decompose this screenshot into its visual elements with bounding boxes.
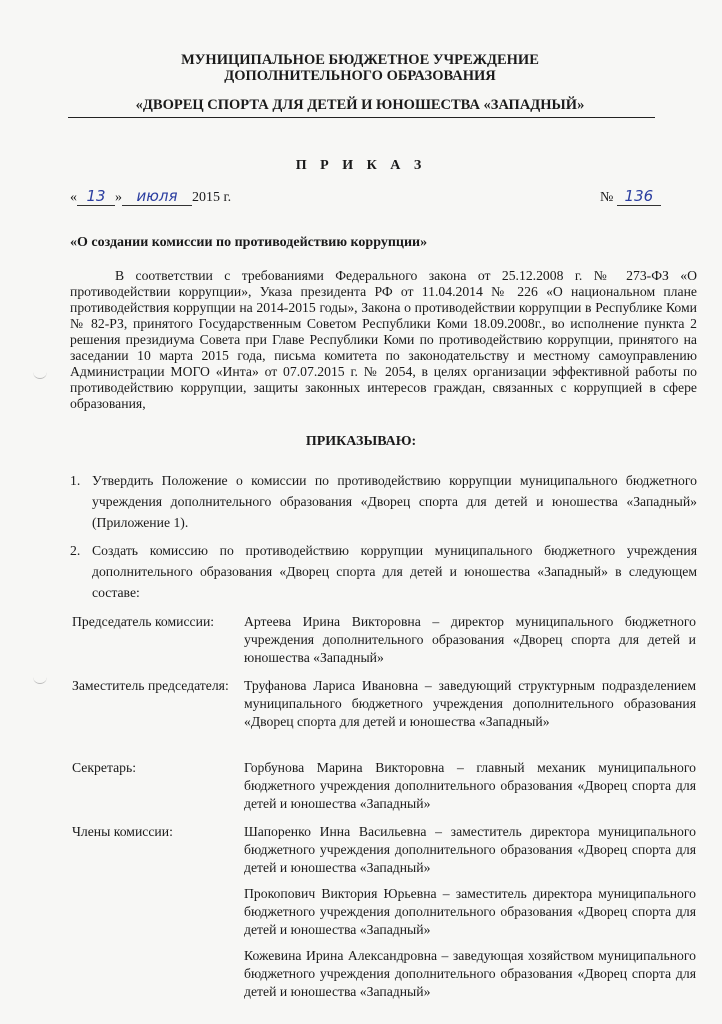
- commission-member-chair: Артеева Ирина Викторовна – директор муниципального бюджетного учреждения дополнительного образования «Дворец спорта для детей и юношества «Западный»: [244, 614, 696, 665]
- preamble-paragraph: В соответствии с требованиями Федерального закона от 25.12.2008 г. № 273-ФЗ «О противодействии коррупции», Указа президента РФ от 11.04.2014 № 226 «О национальном плане противодействия коррупции на 2014-2015 годы», Закона о противодействии коррупции в Республике Коми № 82-РЗ, принятого Государственным Советом Республики Коми 18.09.2008г., во исполнение пункта 2 решения президиума Совета при Главе Республики Коми по противодействию коррупции, принятого на заседании 10 марта 2015 года, письма комитета по законодательству и местному самоуправлению Администрации МОГО «Инта» от 07.07.2015 г. № 2054, в целях организации эффективной работы по противодействию коррупции, защиты законных интересов граждан, связанных с коррупцией в сфере образования,: [70, 268, 697, 411]
- commission-member: Шапоренко Инна Васильевна – заместитель директора муниципального бюджетного учреждения дополнительного образования «Дворец спорта для детей и юношества «Западный»: [244, 824, 696, 875]
- header-rule: [68, 117, 655, 118]
- commission-member: Прокопович Виктория Юрьевна – заместитель директора муниципального бюджетного учреждения дополнительного образования «Дворец спорта для детей и юношества «Западный»: [244, 886, 696, 937]
- commission-role-deputy: Заместитель председателя:: [72, 678, 229, 693]
- item-text: Утвердить Положение о комиссии по противодействию коррупции муниципального бюджетного учреждения дополнительного образования «Дворец спорта для детей и юношества «Западный» (Приложение 1).: [92, 473, 697, 530]
- order-subject: «О создании комиссии по противодействию коррупции»: [70, 235, 428, 250]
- order-date: [70, 187, 231, 206]
- order-number: [600, 187, 661, 206]
- item-number: 2.: [70, 543, 81, 558]
- institution-name-line3: «ДВОРЕЦ СПОРТА ДЛЯ ДЕТЕЙ И ЮНОШЕСТВА «ЗАПАДНЫЙ»: [135, 97, 585, 113]
- commission-role-chair: Председатель комиссии:: [72, 614, 215, 629]
- order-heading: ПРИКАЗЫВАЮ:: [305, 434, 417, 449]
- commission-member-secretary: Горбунова Марина Викторовна – главный механик муниципального бюджетного учреждения дополнительного образования «Дворец спорта для детей и юношества «Западный»: [244, 760, 696, 811]
- date-close-quote: »: [115, 190, 122, 205]
- number-label: №: [600, 190, 614, 205]
- document-title: П Р И К А З: [295, 158, 427, 173]
- item-text: Создать комиссию по противодействию коррупции муниципального бюджетного учреждения дополнительного образования «Дворец спорта для детей и юношества «Западный» в следующем составе:: [92, 543, 697, 600]
- commission-role-members: Члены комиссии:: [72, 824, 173, 839]
- order-item: [70, 470, 697, 533]
- date-year: 2015 г.: [192, 190, 232, 205]
- item-number: 1.: [70, 473, 81, 488]
- commission-member: Кожевина Ирина Александровна – заведующая хозяйством муниципального бюджетного учреждения дополнительного образования «Дворец спорта для детей и юношества «Западный»: [244, 948, 696, 999]
- number-value: 136: [617, 187, 661, 206]
- date-day: 13: [77, 187, 115, 206]
- institution-name-line2: ДОПОЛНИТЕЛЬНОГО ОБРАЗОВАНИЯ: [224, 68, 496, 84]
- order-item: [70, 540, 697, 603]
- date-open-quote: «: [70, 190, 77, 205]
- scan-artifact: [33, 675, 47, 684]
- scan-artifact: [33, 370, 47, 379]
- commission-role-secretary: Секретарь:: [72, 760, 137, 775]
- date-month: июля: [122, 187, 192, 206]
- institution-name-line1: МУНИЦИПАЛЬНОЕ БЮДЖЕТНОЕ УЧРЕЖДЕНИЕ: [181, 52, 539, 68]
- commission-member-deputy: Труфанова Лариса Ивановна – заведующий структурным подразделением муниципального бюджетного учреждения дополнительного образования «Дворец спорта для детей и юношества «Западный»: [244, 678, 696, 729]
